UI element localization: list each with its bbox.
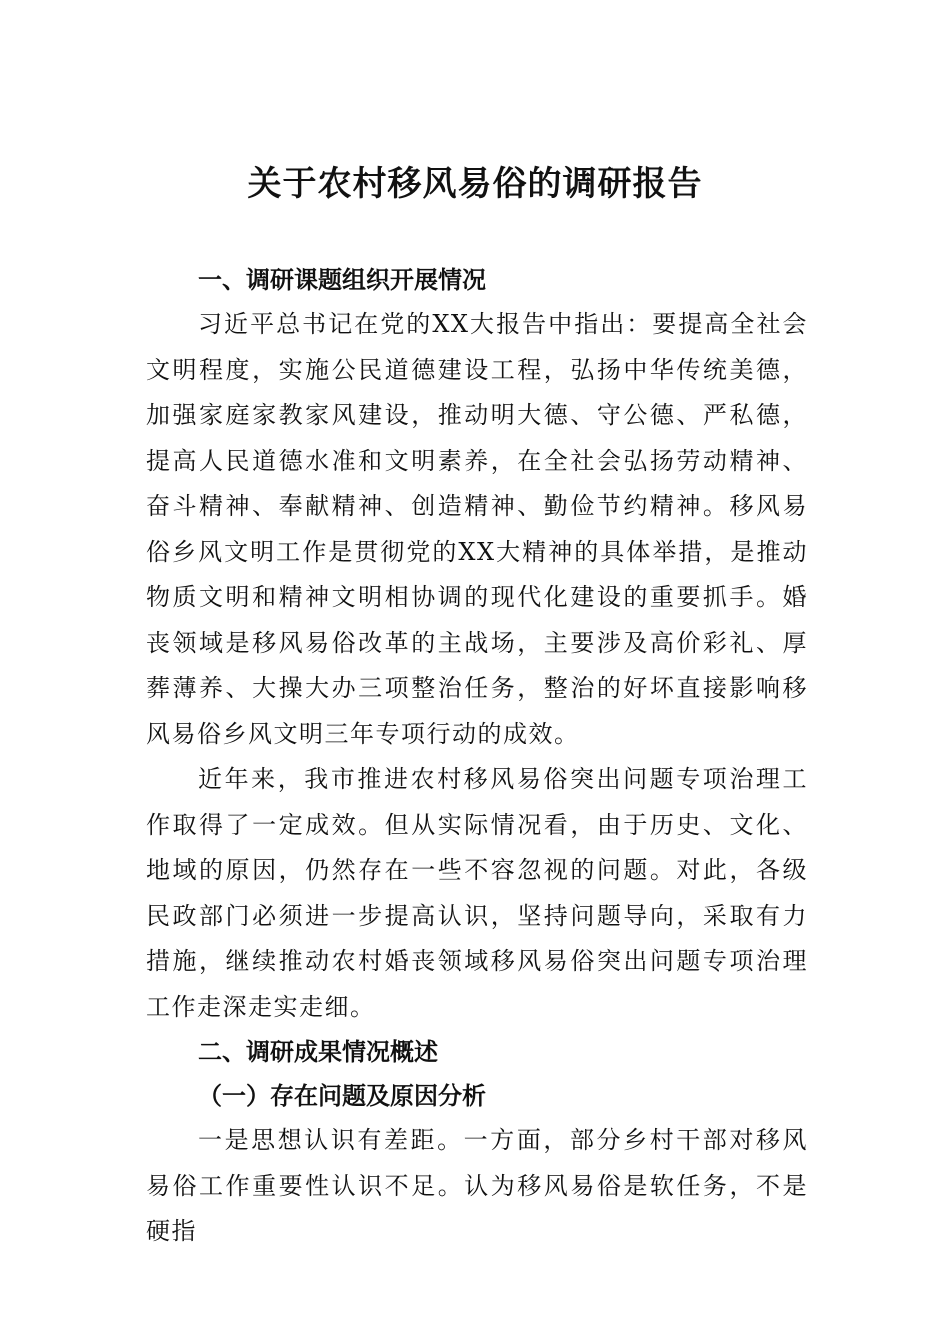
section-1-paragraph-1: 习近平总书记在党的XX大报告中指出：要提高全社会文明程度，实施公民道德建设工程，弘扬中华传统美德，加强家庭家教家风建设，推动明大德、守公德、严私德，提高人民道德水准和文明素养，在全社会弘扬劳动精神、奋斗精神、奉献精神、创造精神、勤俭节约精神。移风易俗乡风文明工作是贯彻党的XX大精神的具体举措，是推动物质文明和精神文明相协调的现代化建设的重要抓手。婚丧领域是移风易俗改革的主战场，主要涉及高价彩礼、厚葬薄养、大操大办三项整治任务，整治的好坏直接影响移风易俗乡风文明三年专项行动的成效。 [146,310,808,748]
section-1-heading: 一、调研课题组织开展情况 [198,266,486,294]
document-body [146,258,808,1255]
document-title: 关于农村移风易俗的调研报告 [247,164,703,204]
section-2-heading: 二、调研成果情况概述 [198,1038,438,1066]
section-2-paragraph-1: 一是思想认识有差距。一方面，部分乡村干部对移风易俗工作重要性认识不足。认为移风易俗是软任务，不是硬指 [146,1126,808,1245]
section-1-paragraph-2: 近年来，我市推进农村移风易俗突出问题专项治理工作取得了一定成效。但从实际情况看，由于历史、文化、地域的原因，仍然存在一些不容忽视的问题。对此，各级民政部门必须进一步提高认识，坚持问题导向，采取有力措施，继续推动农村婚丧领域移风易俗突出问题专项治理工作走深走实走细。 [146,765,808,1021]
section-2-subheading: （一）存在问题及原因分析 [198,1081,486,1110]
